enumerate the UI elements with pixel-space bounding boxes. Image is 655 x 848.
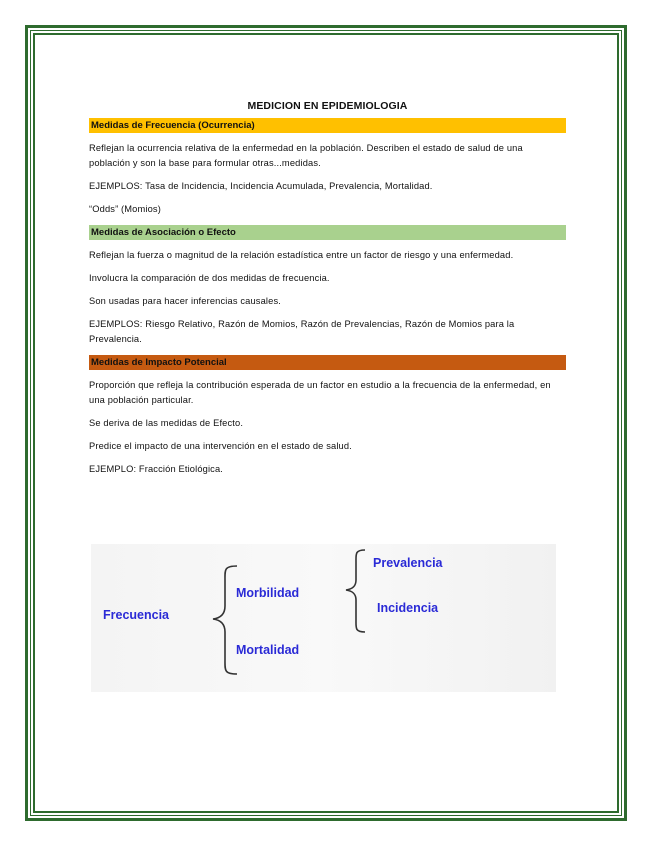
diagram-label-mortalidad: Mortalidad <box>236 643 300 657</box>
frequency-diagram <box>91 544 556 692</box>
bracket-large <box>213 566 237 674</box>
paragraph: EJEMPLOS: Tasa de Incidencia, Incidencia Acumulada, Prevalencia, Mortalidad. <box>89 181 433 191</box>
diagram-label-prevalencia: Prevalencia <box>373 556 443 570</box>
diagram-label-morbilidad: Morbilidad <box>236 586 300 600</box>
diagram-label-incidencia: Incidencia <box>377 601 439 615</box>
paragraph: Involucra la comparación de dos medidas de frecuencia. <box>89 273 330 283</box>
paragraph: Son usadas para hacer inferencias causales. <box>89 296 281 306</box>
paragraph: Reflejan la fuerza o magnitud de la relación estadística entre un factor de riesgo y una enfermedad. <box>89 250 514 260</box>
paragraph: Se deriva de las medidas de Efecto. <box>89 418 244 428</box>
paragraph: Predice el impacto de una intervención en el estado de salud. <box>89 441 352 451</box>
document-title: MEDICION EN EPIDEMIOLOGIA <box>247 100 408 112</box>
section-heading-asociacion: Medidas de Asociación o Efecto <box>89 225 566 240</box>
paragraph: Proporción que refleja la contribución esperada de un factor en estudio a la frecuencia de la enfermedad, en una población particular. <box>89 380 551 405</box>
section-heading-frecuencia: Medidas de Frecuencia (Ocurrencia) <box>89 118 566 133</box>
diagram-label-frecuencia: Frecuencia <box>103 608 170 622</box>
paragraph: EJEMPLO: Fracción Etiológica. <box>89 464 224 474</box>
paragraph: EJEMPLOS: Riesgo Relativo, Razón de Momios, Razón de Prevalencias, Razón de Momios para la Prevalencia. <box>89 319 515 344</box>
paragraph: “Odds” (Momios) <box>89 204 161 214</box>
section-heading-impacto: Medidas de Impacto Potencial <box>89 355 566 370</box>
bracket-small <box>346 550 365 632</box>
paragraph: Reflejan la ocurrencia relativa de la enfermedad en la población. Describen el estado de salud de una población y son la base para formular otras...medidas. <box>89 143 523 168</box>
document-body <box>89 96 566 485</box>
